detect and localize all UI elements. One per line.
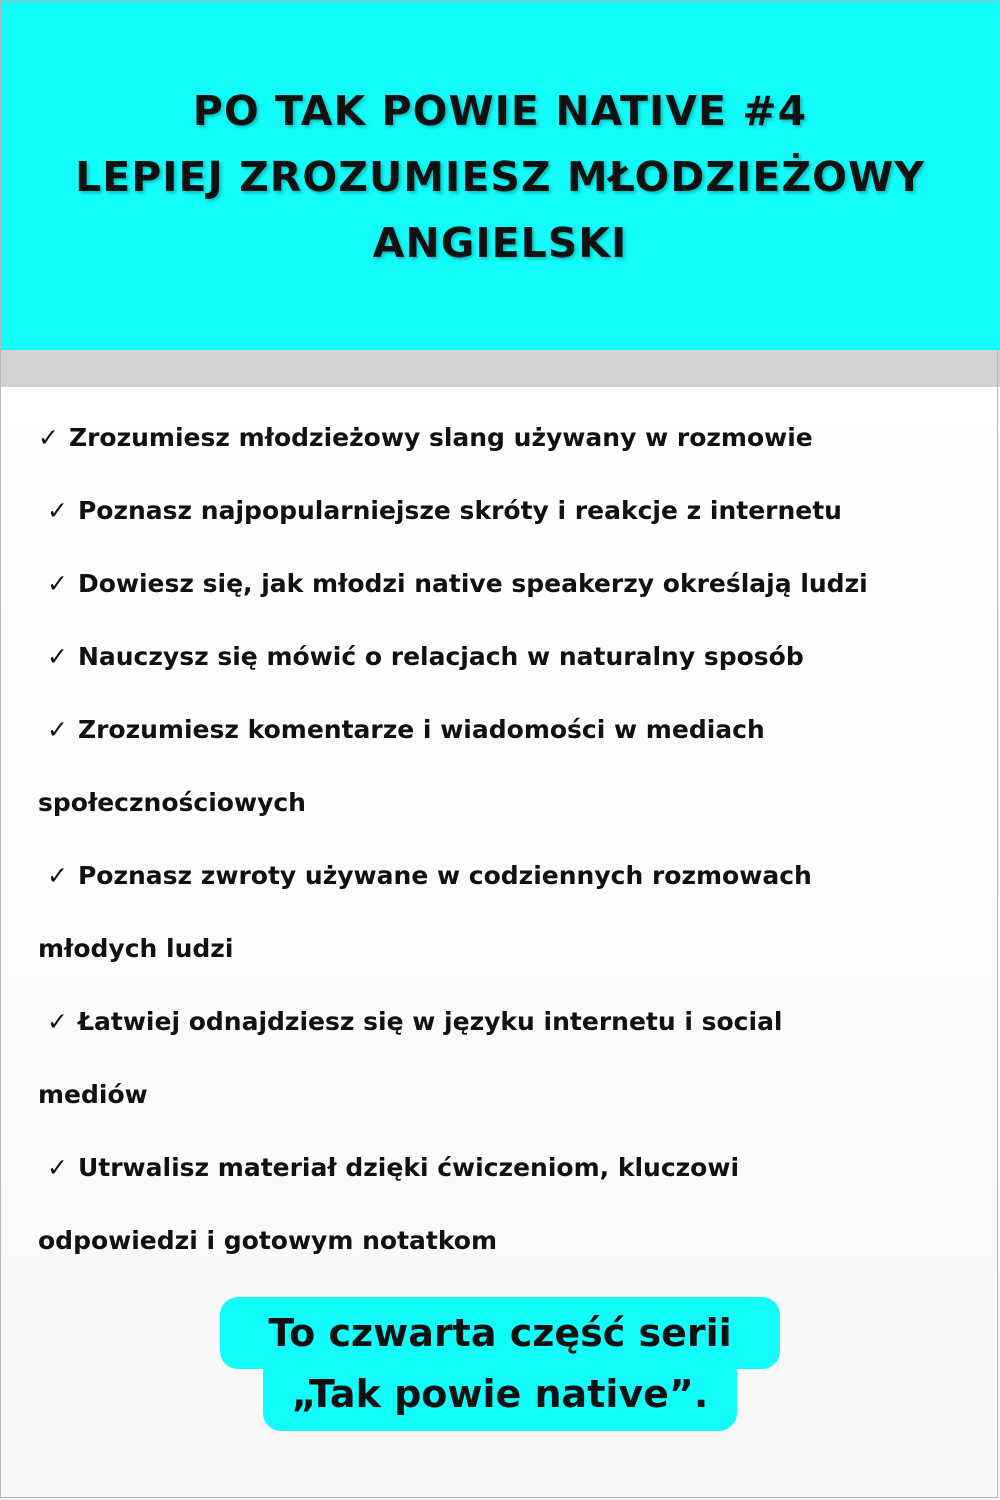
checkmark-icon: ✓ (47, 569, 68, 598)
benefit-item-8-continued: odpowiedzi i gotowym notatkom (38, 1226, 498, 1255)
benefit-text: Łatwiej odnajdziesz się w języku internetu i social (77, 1007, 783, 1036)
title-line-1: PO TAK POWIE NATIVE #4 (192, 87, 808, 135)
benefit-text: Poznasz zwroty używane w codziennych rozmowach (77, 861, 812, 890)
title-line-2: LEPIEJ ZROZUMIESZ MŁODZIEŻOWY (75, 153, 925, 201)
checkmark-icon: ✓ (47, 715, 68, 744)
benefit-item-7-continued: mediów (38, 1080, 148, 1109)
benefit-item-3 (47, 564, 987, 604)
page-title (0, 78, 1000, 276)
benefit-item-6 (47, 856, 987, 896)
checkmark-icon: ✓ (47, 861, 68, 890)
checkmark-icon: ✓ (47, 1153, 68, 1182)
benefit-text: Zrozumiesz młodzieżowy slang używany w rozmowie (68, 423, 813, 452)
checkmark-icon: ✓ (47, 1007, 68, 1036)
title-line-3: ANGIELSKI (372, 219, 628, 267)
benefit-item-5 (47, 710, 987, 750)
benefit-text: Nauczysz się mówić o relacjach w naturalny sposób (77, 642, 804, 671)
checkmark-icon: ✓ (47, 496, 68, 525)
benefit-item-1 (38, 418, 978, 458)
benefit-text: Zrozumiesz komentarze i wiadomości w mediach (77, 715, 765, 744)
benefit-text: Utrwalisz materiał dzięki ćwiczeniom, kluczowi (77, 1153, 740, 1182)
benefit-item-6-continued: młodych ludzi (38, 934, 234, 963)
series-callout-line-2: „Tak powie native”. (291, 1372, 709, 1416)
checkmark-icon: ✓ (47, 642, 68, 671)
series-callout-line-1: To czwarta część serii (268, 1311, 732, 1355)
checkmark-icon: ✓ (38, 423, 59, 452)
benefit-item-7 (47, 1002, 987, 1042)
benefit-item-4 (47, 637, 987, 677)
divider-band (0, 350, 1000, 387)
benefit-text: Dowiesz się, jak młodzi native speakerzy określają ludzi (77, 569, 868, 598)
benefit-item-8 (47, 1148, 987, 1188)
header-banner (0, 0, 1000, 350)
benefit-item-5-continued: społecznościowych (38, 788, 306, 817)
benefit-text: Poznasz najpopularniejsze skróty i reakcje z internetu (77, 496, 842, 525)
benefit-item-2 (47, 491, 987, 531)
